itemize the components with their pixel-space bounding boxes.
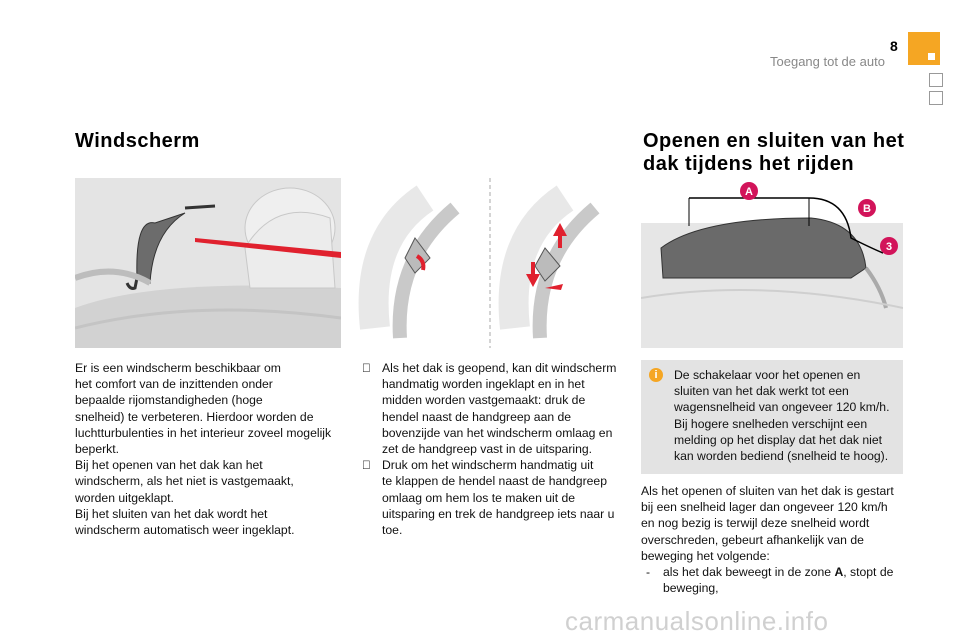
- roof-paragraph: [641, 483, 911, 596]
- step-line: toe.: [382, 523, 403, 538]
- step-marker: [362, 360, 371, 376]
- para-line: Als het openen of sluiten van het dak is gestart: [641, 484, 894, 498]
- windscherm-steps: [362, 360, 620, 538]
- step-line: Druk om het windscherm handmatig uit: [382, 458, 594, 473]
- intro-line: Bij het sluiten van het dak wordt het: [75, 506, 268, 521]
- roof-title-line1: Openen en sluiten van het: [643, 130, 905, 152]
- step-line: hendel naast de handgreep aan de: [382, 409, 572, 424]
- intro-line: luchtturbulenties in het interieur zoveel mogelijk: [75, 425, 332, 440]
- intro-line: windscherm automatisch weer ingeklapt.: [75, 523, 295, 538]
- intro-line: worden uitgeklapt.: [75, 490, 174, 505]
- windscherm-intro: [75, 360, 345, 538]
- step-marker: [362, 457, 371, 473]
- para-line: overschreden, gebeurt afhankelijk van de: [641, 532, 864, 547]
- info-line: kan worden bediend (snelheid te hoog).: [674, 449, 889, 464]
- label-zone-b: B: [863, 203, 871, 215]
- chapter-marker-3: [929, 91, 943, 105]
- step-item: [362, 360, 620, 457]
- info-line: sluiten van het dak werkt tot een: [674, 384, 849, 399]
- windscherm-title: Windscherm: [75, 130, 200, 152]
- watermark: carmanualsonline.info: [565, 606, 829, 636]
- dash-item: [641, 564, 911, 596]
- dash-marker: -: [646, 565, 651, 580]
- para-line: en nog bezig is terwijl deze snelheid wordt: [641, 516, 870, 531]
- page-number: 8: [890, 38, 898, 54]
- chapter-marker-2: [929, 73, 943, 87]
- intro-line: beperkt.: [75, 442, 120, 457]
- step-line: te klappen de hendel naast de handgreep: [382, 474, 607, 489]
- intro-line: snelheid) te verbeteren. Hierdoor worden de: [75, 409, 314, 424]
- section-title: Toegang tot de auto: [770, 54, 885, 69]
- label-zone-3: 3: [885, 241, 893, 253]
- windscreen-illustration: [75, 178, 341, 348]
- step-item: [362, 457, 620, 538]
- intro-line: windscherm, als het niet is vastgemaakt,: [75, 474, 294, 489]
- step-line: zet de handgreep vast in de uitsparing.: [382, 442, 593, 457]
- dash-zone: A: [834, 565, 844, 580]
- dash-text-pre: als het dak beweegt in de zone: [663, 565, 835, 580]
- info-line: wagensnelheid van ongeveer 120 km/h.: [674, 400, 890, 415]
- intro-line: het comfort van de inzittenden onder: [75, 377, 273, 392]
- step-line: Als het dak is geopend, kan dit windscherm: [382, 361, 617, 375]
- info-line: Bij hogere snelheden verschijnt een: [674, 416, 868, 431]
- info-icon: i: [649, 368, 663, 382]
- step-line: handmatig worden ingeklapt en in het: [382, 377, 585, 392]
- step-line: bovenzijde van het windscherm omlaag en: [382, 425, 613, 440]
- chapter-tab: [908, 32, 940, 65]
- info-line: melding op het display dat het dak niet: [674, 432, 883, 447]
- step-line: omlaag om hem los te maken uit de: [382, 490, 576, 505]
- intro-line: Bij het openen van het dak kan het: [75, 458, 263, 473]
- roof-title-line2: dak tijdens het rijden: [643, 153, 855, 175]
- step-line: uitsparing en trek de handgreep iets naar u: [382, 506, 615, 521]
- intro-line: bepaalde rijomstandigheden (hoge: [75, 393, 263, 408]
- label-zone-a: A: [745, 186, 753, 198]
- dash-text-post: , stopt de: [843, 565, 894, 580]
- dash-line2: beweging,: [663, 581, 719, 596]
- handle-illustration: [355, 178, 621, 348]
- para-line: bij een snelheid lager dan ongeveer 120 km/h: [641, 500, 888, 515]
- para-line: beweging het volgende:: [641, 548, 770, 563]
- info-line: De schakelaar voor het openen en: [674, 368, 861, 382]
- roof-illustration: [641, 178, 903, 348]
- roof-title: [643, 130, 933, 176]
- step-line: midden worden vastgemaakt: druk de: [382, 393, 586, 408]
- info-box: [641, 360, 903, 474]
- intro-line: Er is een windscherm beschikbaar om: [75, 361, 281, 375]
